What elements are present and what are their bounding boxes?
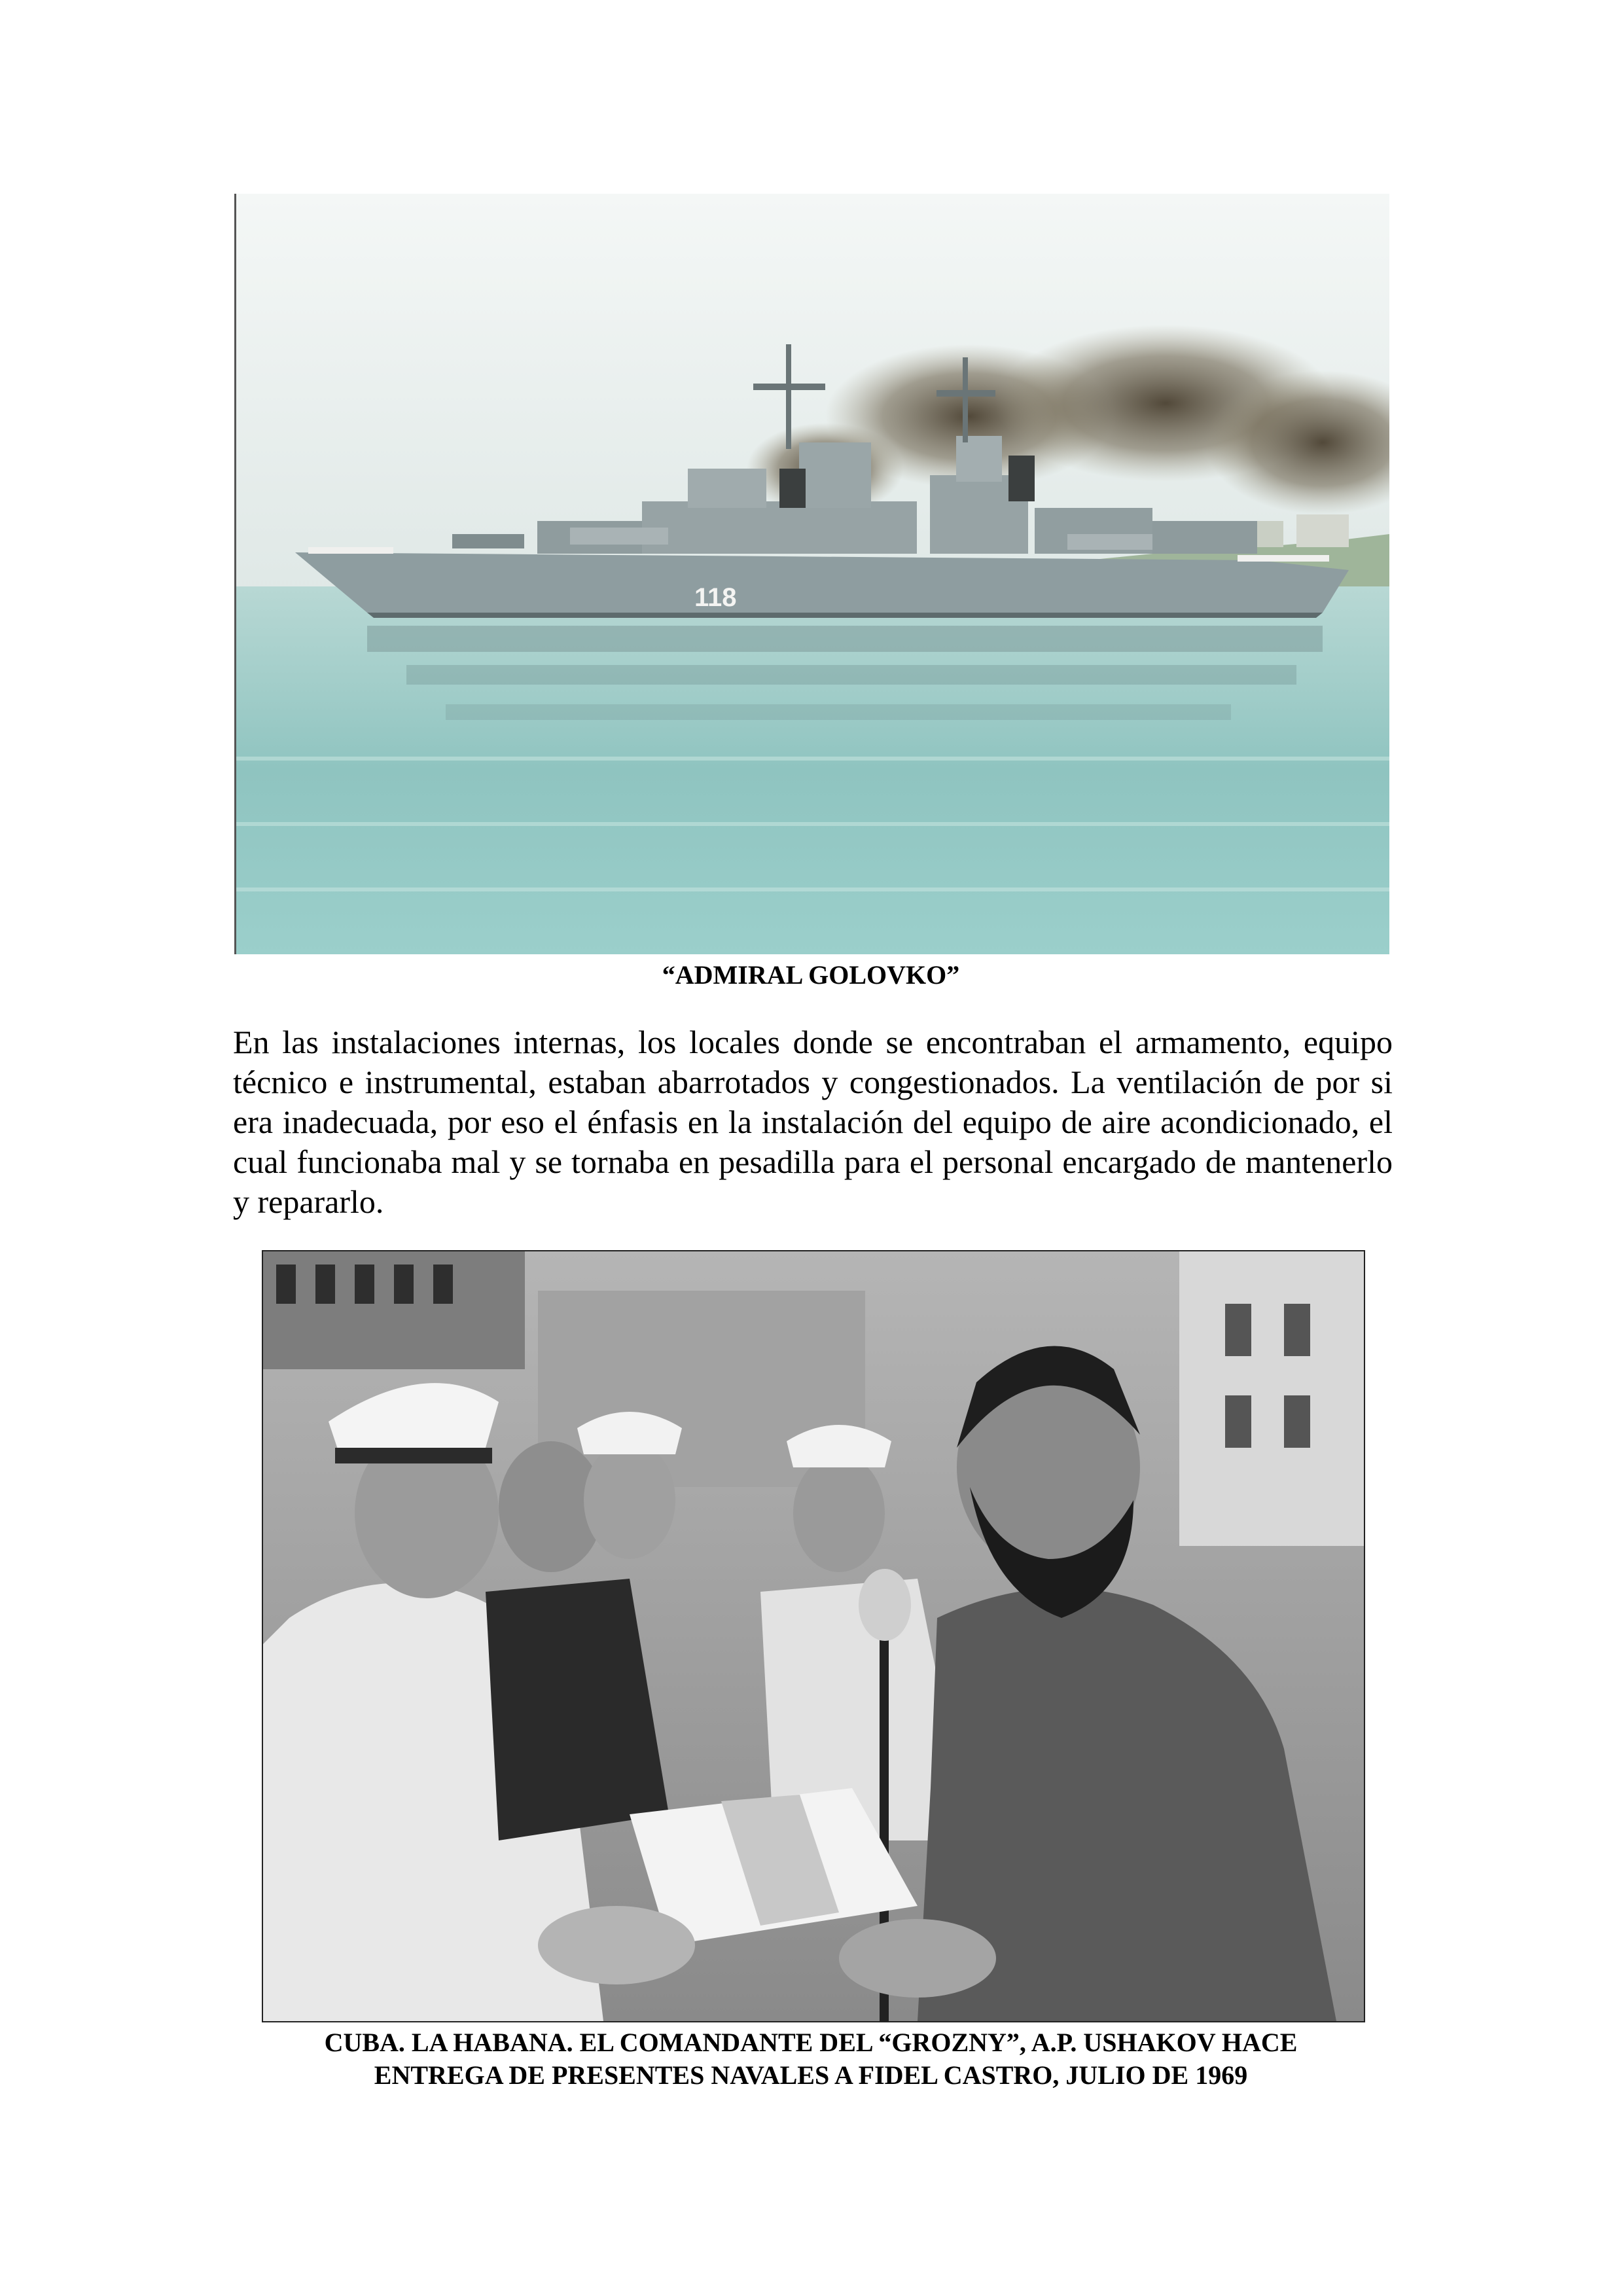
caption-line: CUBA. LA HABANA. EL COMANDANTE DEL “GROZNY”, A.P. USHAKOV HACE <box>324 2028 1298 2057</box>
building <box>1179 1251 1364 1546</box>
figure-caption <box>234 2026 1387 2092</box>
hands <box>538 1906 695 1984</box>
caption-line: ENTREGA DE PRESENTES NAVALES A FIDEL CASTRO, JULIO DE 1969 <box>374 2060 1248 2090</box>
warship-illustration <box>236 194 1389 954</box>
microphone <box>859 1569 911 1641</box>
ceremony-photo <box>262 1250 1365 2022</box>
ceremony-illustration <box>263 1251 1364 2021</box>
hull-number: 118 <box>694 583 737 612</box>
hands <box>839 1919 996 1998</box>
mast <box>963 357 968 442</box>
figure-caption: “ADMIRAL GOLOVKO” <box>662 960 960 990</box>
ship-reflection <box>367 626 1323 652</box>
mast <box>786 344 791 449</box>
warship-photo <box>234 194 1389 954</box>
ship-superstructure <box>642 501 917 554</box>
ship-hull <box>295 552 1349 613</box>
body-paragraph: En las instalaciones internas, los locales donde se encontraban el armamento, equipo técnico e instrumental, estaban abarrotados y congestionados. La ventilación de por si era inadecuada, por eso el énfasis en la instalación del equipo de aire acondicionado, el cual funcionaba mal y se tornaba en pesadilla para el personal encargado de mantenerlo y repararlo. <box>233 1024 1393 1220</box>
